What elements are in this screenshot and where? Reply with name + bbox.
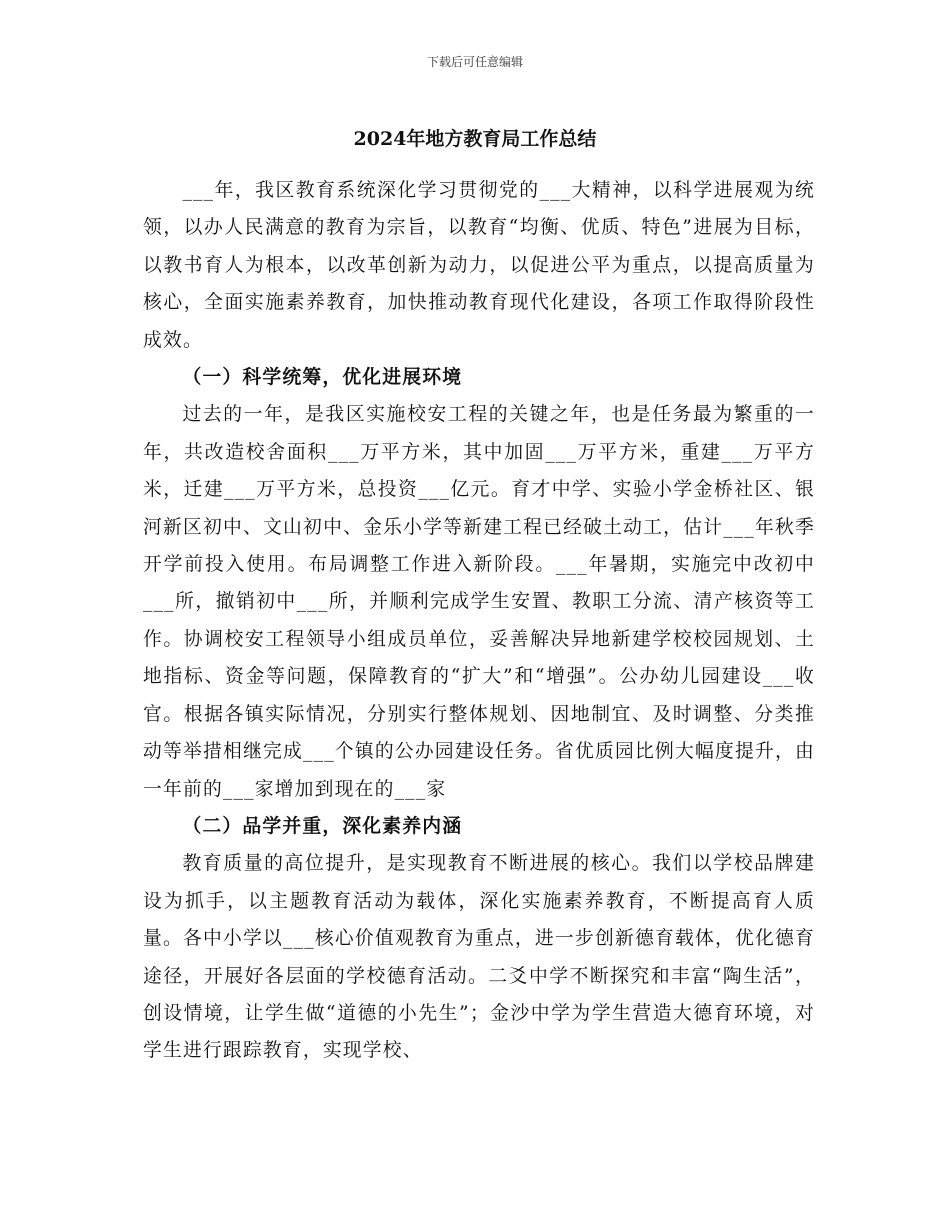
intro-paragraph: ___年，我区教育系统深化学习贯彻党的___大精神，以科学进展观为统领，以办人民满意的教育为宗旨，以教育“均衡、优质、特色”进展为目标，以教书育人为根本，以改革创新为动力，以促进公平为重点，以提高质量为核心，全面实施素养教育，加快推动教育现代化建设，各项工作取得阶段性成效。 xyxy=(143,180,815,351)
section-paragraph-1: 过去的一年，是我区实施校安工程的关键之年，也是任务最为繁重的一年，共改造校舍面积___万平方米，其中加固___万平方米，重建___万平方米，迁建___万平方米，总投资___亿元。育才中学、实验小学金桥社区、银河新区初中、文山初中、金乐小学等新建工程已经破土动工，估计___年秋季开学前投入使用。布局调整工作进入新阶段。___年暑期，实施完中改初中___所，撤销初中___所，并顺利完成学生安置、教职工分流、清产核资等工作。协调校安工程领导小组成员单位，妥善解决异地新建学校校园规划、土地指标、资金等问题，保障教育的“扩大”和“增强”。公办幼儿园建设___收官。根据各镇实际情况，分别实行整体规划、因地制宜、及时调整、分类推动等举措相继完成___个镇的公办园建设任务。省优质园比例大幅度提升，由一年前的___家增加到现在的___家 xyxy=(143,404,815,800)
section-paragraph-2: 教育质量的高位提升，是实现教育不断进展的核心。我们以学校品牌建设为抓手，以主题教育活动为载体，深化实施素养教育，不断提高育人质量。各中小学以___核心价值观教育为重点，进一步创新德育载体，优化德育途径，开展好各层面的学校德育活动。二爻中学不断探究和丰富“陶生活”，创设情境，让学生做“道德的小先生”；金沙中学为学生营造大德育环境，对学生进行跟踪教育，实现学校、 xyxy=(143,853,815,1062)
section-heading-1: （一）科学统筹，优化进展环境 xyxy=(182,366,463,389)
document-title: 2024年地方教育局工作总结 xyxy=(353,128,597,150)
section-heading-2: （二）品学并重，深化素养内涵 xyxy=(182,814,463,837)
document-body xyxy=(143,172,815,1070)
page-header: 下载后可任意编辑 xyxy=(426,55,523,69)
